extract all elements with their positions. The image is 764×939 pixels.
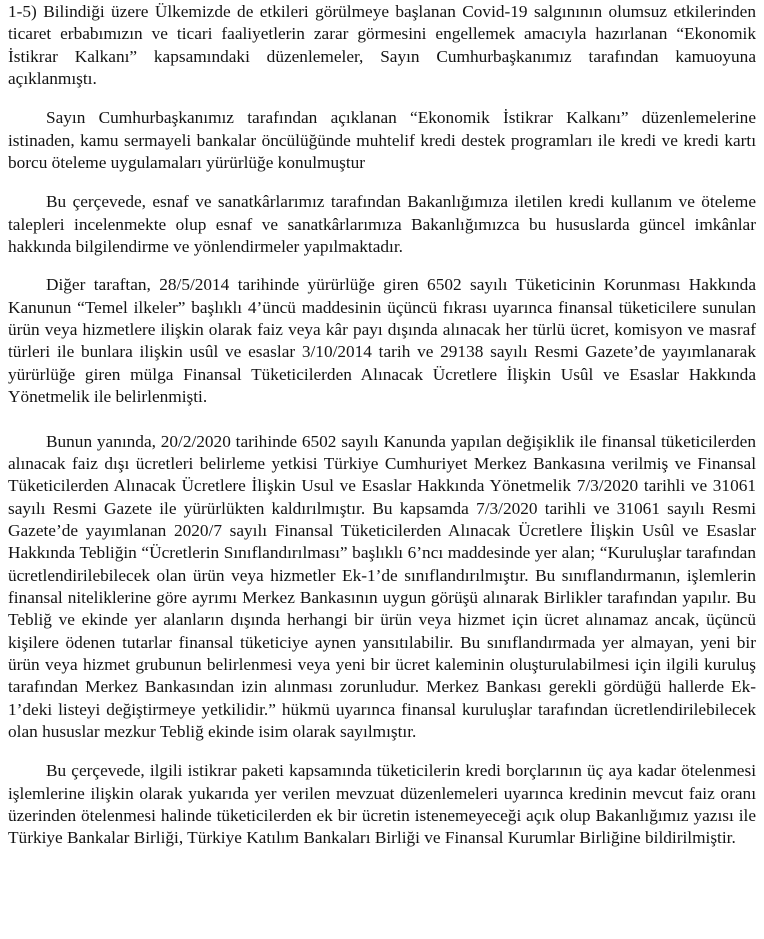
paragraph-tradesmen-requests: Bu çerçevede, esnaf ve sanatkârlarımız tarafından Bakanlığımıza iletilen kredi kullanım ve öteleme talepleri incelenmekte olup esnaf ve sanatkârlarımıza Bakanlığımızca bu hususlarda güncel imkânlar hakkında bilgilendirme ve yönlendirmeler yapılmaktadır. — [8, 192, 756, 257]
document-body — [8, 0, 756, 850]
paragraph-consumer-law: Diğer taraftan, 28/5/2014 tarihinde yürürlüğe giren 6502 sayılı Tüketicinin Korunması Hakkında Kanunun “Temel ilkeler” başlıklı 4’üncü maddesinin üçüncü fıkrası uyarınca finansal tüketicilere sunulan ürün veya hizmetlere ilişkin olarak faiz veya kâr payı dışında alınacak her türlü ücret, komisyon ve masraf türleri ile bunlara ilişkin usûl ve esaslar 3/10/2014 tarih ve 29138 sayılı Resmi Gazete’de yayımlanarak yürürlüğe giren mülga Finansal Tüketicilerden Alınacak Ücretlere İlişkin Usûl ve Esaslar Hakkında Yönetmelik ile belirlenmişti. — [8, 275, 756, 407]
paragraph-covid-measures: 1-5) Bilindiği üzere Ülkemizde de etkileri görülmeye başlanan Covid-19 salgınının olumsuz etkilerinden ticaret erbabımızın ve ticari faaliyetlerin zarar görmesini engellemek amacıyla hazırlanan “Ekonomik İstikrar Kalkanı” kapsamındaki düzenlemeler, Sayın Cumhurbaşkanımız tarafından kamuoyuna açıklanmıştı. — [8, 2, 756, 89]
paragraph-central-bank-regulation: Bunun yanında, 20/2/2020 tarihinde 6502 sayılı Kanunda yapılan değişiklik ile finansal tüketicilerden alınacak faiz dışı ücretleri belirleme yetkisi Türkiye Cumhuriyet Merkez Bankasına verilmiş ve Finansal Tüketicilerden Alınacak Ücretlere İlişkin Usul ve Esaslar Hakkında Yönetmelik 7/3/2020 tarihli ve 31061 sayılı Resmi Gazete ile yürürlükten kaldırılmıştır. Bu kapsamda 7/3/2020 tarihli ve 31061 sayılı Resmi Gazete’de yayımlanan 2020/7 sayılı Finansal Tüketicilerden Alınacak Ücretlere İlişkin Usûl ve Esaslar Hakkında Tebliğin “Ücretlerin Sınıflandırılması” başlıklı 6’ncı maddesinde yer alan; “Kuruluşlar tarafından ücretlendirilebilecek olan ürün veya hizmetler Ek-1’de sınıflandırılmıştır. Bu sınıflandırmanın, işlemlerin finansal niteliklerine göre ayrımı Merkez Bankasının uygun görüşü alınarak Birlikler tarafından yapılır. Bu Tebliğ ve ekinde yer alanların dışında herhangi bir ürün veya hizmet için ücret alınamaz ancak, üçüncü kişilere ödenen tutarlar finansal tüketiciye aynen yansıtılabilir. Bu sınıflandırmada yer almayan, yeni bir ürün veya hizmet grubunun belirlenmesi veya yeni bir ücret kaleminin oluşturulabilmesi için ilgili kuruluş tarafından Merkez Bankasından izin alınması zorunludur. Merkez Bankası gerekli gördüğü hallerde Ek-1’deki listeyi değiştirmeye yetkilidir.” hükmü uyarınca finansal kuruluşlar tarafından ücretlendirilebilecek olan hususlar mezkur Tebliğ ekinde isim olarak sayılmıştır. — [8, 431, 756, 741]
paragraph-deferral-conclusion: Bu çerçevede, ilgili istikrar paketi kapsamında tüketicilerin kredi borçlarının üç aya kadar ötelenmesi işlemlerine ilişkin olarak yukarıda yer verilen mevzuat düzenlemeleri uyarınca kredinin mevcut faiz oranı üzerinden ötelenmesi halinde tüketicilerden ek bir ücretin istenemeyeceği açık olup Bakanlığımız yazısı ile Türkiye Bankalar Birliği, Türkiye Katılım Bankaları Birliği ve Finansal Kurumlar Birliğine bildirilmiştir. — [8, 761, 756, 848]
paragraph-credit-programs: Sayın Cumhurbaşkanımız tarafından açıklanan “Ekonomik İstikrar Kalkanı” düzenlemelerine istinaden, kamu sermayeli bankalar öncülüğünde muhtelif kredi destek programları ile kredi ve kredi kartı borcu öteleme uygulamaları yürürlüğe konulmuştur — [8, 108, 756, 173]
